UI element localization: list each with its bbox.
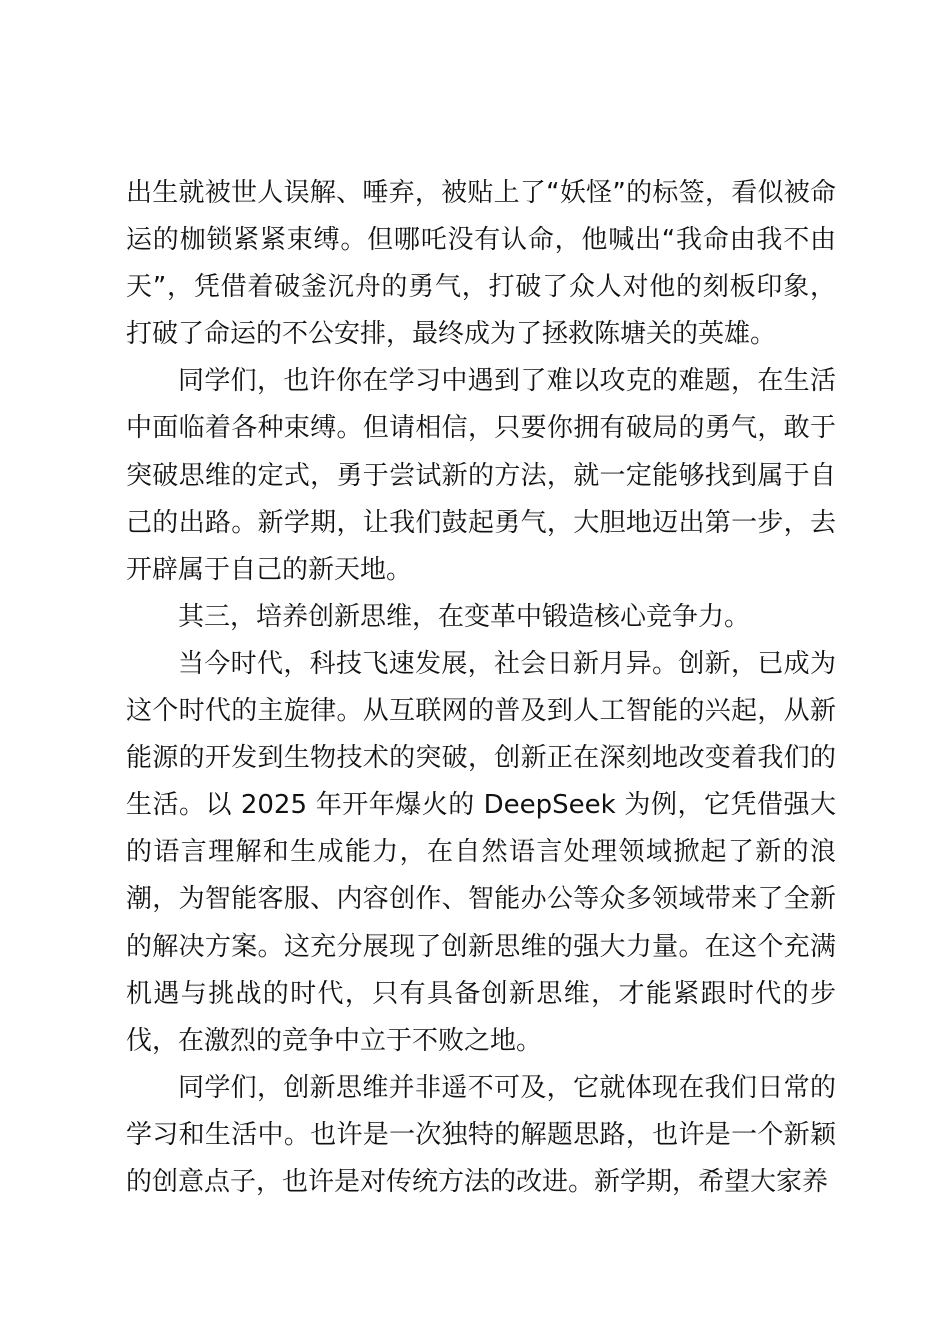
paragraph-innovation-daily: 同学们，创新思维并非遥不可及，它就体现在我们日常的学习和生活中。也许是一次独特的解题思路，也许是一个新颖的创意点子，也许是对传统方法的改进。新学期，希望大家养 bbox=[126, 1072, 836, 1197]
paragraph-continuation: 出生就被世人误解、唾弃，被贴上了“妖怪”的标签，看似被命运的枷锁紧紧束缚。但哪吒没有认命，他喊出“我命由我不由天”，凭借着破釜沉舟的勇气，打破了众人对他的刻板印象，打破了命运的不公安排，最终成为了拯救陈塘关的英雄。 bbox=[126, 178, 836, 350]
paragraph-innovation-era: 当今时代，科技飞速发展，社会日新月异。创新，已成为这个时代的主旋律。从互联网的普及到人工智能的兴起，从新能源的开发到生物技术的突破，创新正在深刻地改变着我们的生活。以 2025 年开年爆火的 DeepSeek 为例，它凭借强大的语言理解和生成能力，在自然语言处理领域掀起了新的浪潮，为智能客服、内容创作、智能办公等众多领域带来了全新的解决方案。这充分展现了创新思维的强大力量。在这个充满机遇与挑战的时代，只有具备创新思维，才能紧跟时代的步伐，在激烈的竞争中立于不败之地。 bbox=[126, 648, 836, 1056]
paragraph-encouragement: 同学们，也许你在学习中遇到了难以攻克的难题，在生活中面临着各种束缚。但请相信，只要你拥有破局的勇气，敢于突破思维的定式，勇于尝试新的方法，就一定能够找到属于自己的出路。新学期，让我们鼓起勇气，大胆地迈出第一步，去开辟属于自己的新天地。 bbox=[126, 366, 836, 585]
body-text bbox=[126, 170, 836, 1206]
paragraph-heading-third-point: 其三，培养创新思维，在变革中锻造核心竞争力。 bbox=[178, 601, 751, 632]
